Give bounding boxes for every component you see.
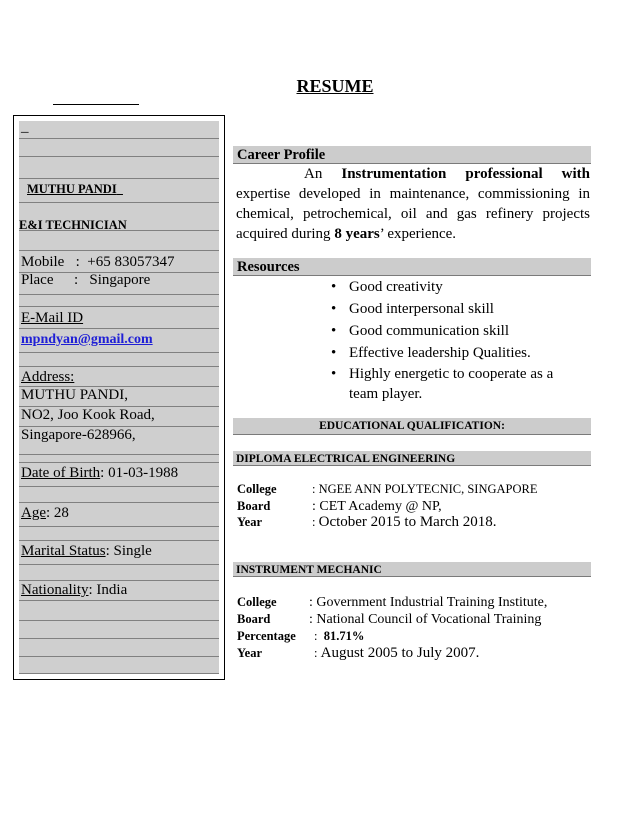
sidebar-stripe <box>19 121 219 139</box>
nationality-label: Nationality <box>21 582 89 598</box>
sidebar-stripe <box>19 565 219 581</box>
sidebar-stripe <box>19 455 219 463</box>
sidebar-stripe <box>19 353 219 367</box>
marital-label: Marital Status <box>21 543 106 559</box>
age-label: Age <box>21 505 46 521</box>
sidebar-stripe <box>19 639 219 657</box>
sidebar-stripe <box>19 601 219 621</box>
mobile-value: +65 83057347 <box>87 254 175 270</box>
nationality-value: India <box>96 582 128 598</box>
sidebar-stripe <box>19 139 219 157</box>
sidebar-stripe <box>19 657 219 674</box>
place-row: Place : Singapore <box>21 272 151 288</box>
place-value: Singapore <box>89 272 151 288</box>
resources-list <box>331 276 593 404</box>
resources-heading: Resources <box>233 258 591 276</box>
mechanic-percentage-row: Percentage : 81.71% <box>237 629 365 643</box>
dob-value: 01-03-1988 <box>108 465 179 481</box>
job-title: E&I TECHNICIAN <box>19 218 127 232</box>
career-profile-heading: Career Profile <box>233 146 591 164</box>
place-label: Place <box>21 272 54 288</box>
diploma-year-row: Year : October 2015 to March 2018. <box>237 514 497 530</box>
list-item: • Effective leadership Qualities. <box>331 342 593 364</box>
sidebar-stripe <box>19 231 219 251</box>
sidebar-stripe <box>19 621 219 639</box>
personal-info-sidebar <box>13 115 225 680</box>
address-line-3: Singapore-628966, <box>21 427 136 443</box>
email-link[interactable]: mpndyan@gmail.com <box>21 332 153 347</box>
nationality-row: Nationality: India <box>21 582 128 598</box>
list-item: • Good communication skill <box>331 320 593 342</box>
mechanic-heading: INSTRUMENT MECHANIC <box>233 562 591 577</box>
sidebar-stripe <box>19 487 219 503</box>
career-profile-text: An Instrumentation professional with expertise developed in maintenance, commissioning in chemical, petrochemical, oil and gas refinery projects acquired during 8 years’ experience. <box>236 166 590 242</box>
dob-row: Date of Birth: 01-03-1988 <box>21 465 179 481</box>
dob-label: Date of Birth <box>21 465 101 481</box>
candidate-name: MUTHU PANDI <box>27 182 117 196</box>
list-item: • Good interpersonal skill <box>331 298 593 320</box>
mechanic-board-row: Board : National Council of Vocational Training <box>237 612 542 627</box>
resume-title: RESUME <box>296 76 374 96</box>
sidebar-stripe <box>19 295 219 307</box>
email-label: E-Mail ID <box>21 310 84 326</box>
address-line-1: MUTHU PANDI, <box>21 387 128 403</box>
marital-value: Single <box>113 543 152 559</box>
mobile-row: Mobile : +65 83057347 <box>21 254 175 270</box>
age-row: Age: 28 <box>21 505 69 521</box>
address-label: Address: <box>21 369 75 385</box>
title-underline <box>53 104 139 105</box>
mechanic-college-row: College : Government Industrial Training Institute, <box>237 595 548 610</box>
diploma-college-row: College : NGEE ANN POLYTECNIC, SINGAPORE <box>237 482 538 496</box>
education-heading: EDUCATIONAL QUALIFICATION: <box>233 418 591 435</box>
list-item: • Good creativity <box>331 276 593 298</box>
list-item: • Highly energetic to cooperate as a team player. <box>331 364 593 404</box>
sidebar-dash: _ <box>21 119 29 135</box>
diploma-board-row: Board : CET Academy @ NP, <box>237 499 442 514</box>
sidebar-stripe <box>19 157 219 179</box>
diploma-heading: DIPLOMA ELECTRICAL ENGINEERING <box>233 451 591 466</box>
address-line-2: NO2, Joo Kook Road, <box>21 407 155 423</box>
mobile-label: Mobile <box>21 254 65 270</box>
sidebar-inner <box>19 121 219 674</box>
marital-row: Marital Status: Single <box>21 543 152 559</box>
mechanic-year-row: Year : August 2005 to July 2007. <box>237 645 480 661</box>
sidebar-stripe <box>19 527 219 541</box>
age-value: 28 <box>53 505 69 521</box>
